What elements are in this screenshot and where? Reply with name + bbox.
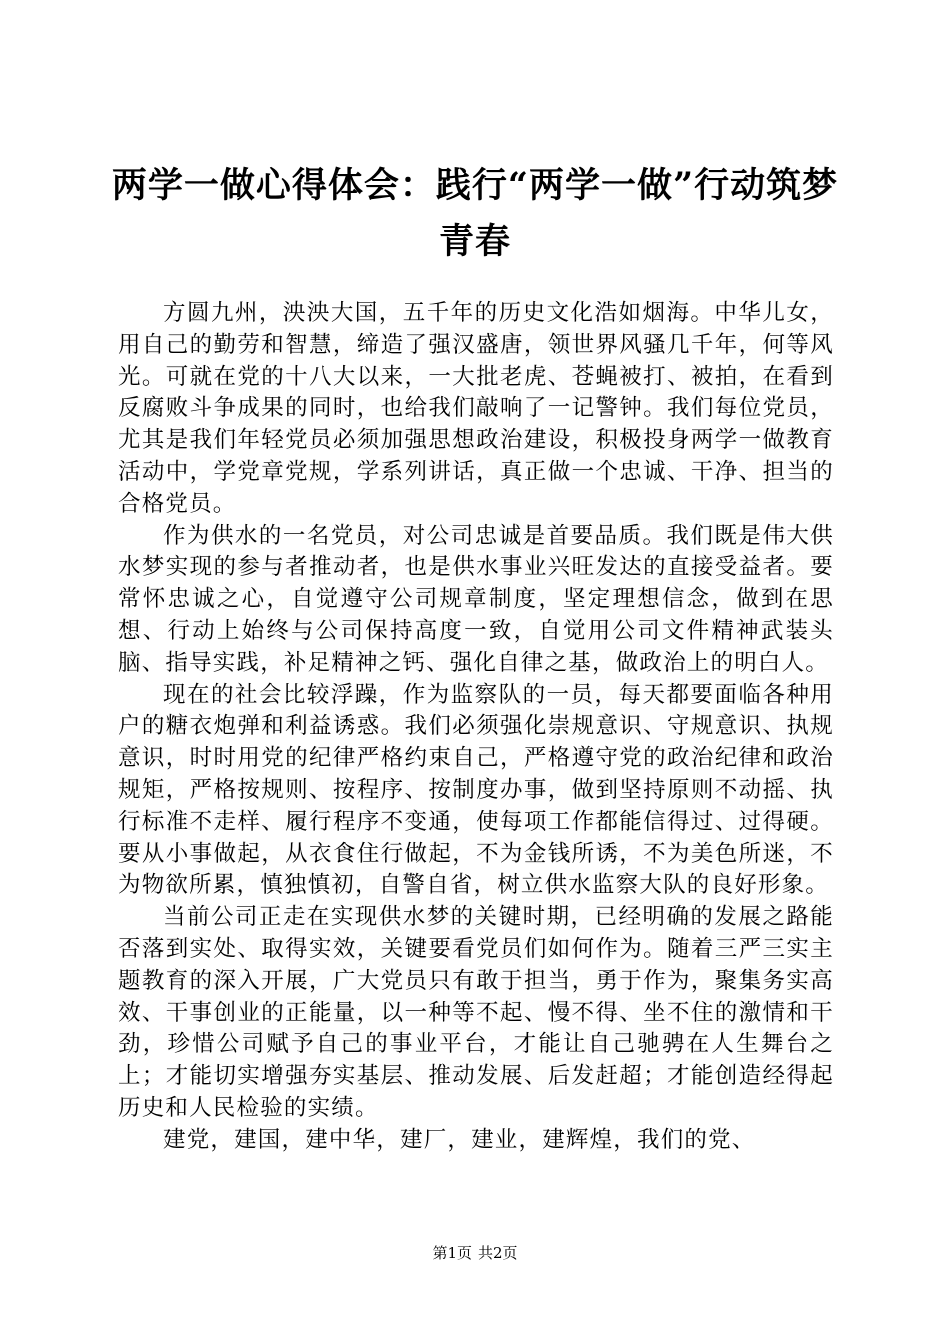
paragraph-4: 当前公司正走在实现供水梦的关键时期，已经明确的发展之路能否落到实处、取得实效，关键要看党员们如何作为。随着三严三实主题教育的深入开展，广大党员只有敢于担当，勇于作为，聚集务实高效、干事创业的正能量，以一种等不起、慢不得、坐不住的激情和干劲，珍惜公司赋予自己的事业平台，才能让自己驰骋在人生舞台之上；才能切实增强夯实基层、推动发展、后发赶超；才能创造经得起历史和人民检验的实绩。 xyxy=(118,904,834,1121)
paragraph-1: 方圆九州，泱泱大国，五千年的历史文化浩如烟海。中华儿女，用自己的勤劳和智慧，缔造了强汉盛唐，领世界风骚几千年，何等风光。可就在党的十八大以来，一大批老虎、苍蝇被打、被拍，在看到反腐败斗争成果的同时，也给我们敲响了一记警钟。我们每位党员，尤其是我们年轻党员必须加强思想政治建设，积极投身两学一做教育活动中，学党章党规，学系列讲话，真正做一个忠诚、干净、担当的合格党员。 xyxy=(118,300,834,517)
page-number: 第1页 xyxy=(432,1244,472,1262)
paragraph-5: 建党，建国，建中华，建厂，建业，建辉煌，我们的党、 xyxy=(163,1126,756,1153)
page-footer xyxy=(0,1243,950,1263)
paragraph-3: 现在的社会比较浮躁，作为监察队的一员，每天都要面临各种用户的糖衣炮弹和利益诱惑。我们必须强化崇规意识、守规意识、执规意识，时时用党的纪律严格约束自己，严格遵守党的政治纪律和政治规矩，严格按规则、按程序、按制度办事，做到坚持原则不动摇、执行标准不走样、履行程序不变通，使每项工作都能信得过、过得硬。要从小事做起，从衣食住行做起，不为金钱所诱，不为美色所迷，不为物欲所累，慎独慎初，自警自省，树立供水监察大队的良好形象。 xyxy=(118,681,834,899)
paragraph-2: 作为供水的一名党员，对公司忠诚是首要品质。我们既是伟大供水梦实现的参与者推动者，也是供水事业兴旺发达的直接受益者。要常怀忠诚之心，自觉遵守公司规章制度，坚定理想信念，做到在思想、行动上始终与公司保持高度一致，自觉用公司文件精神武装头脑、指导实践，补足精神之钙、强化自律之基，做政治上的明白人。 xyxy=(118,522,834,676)
page-total: 共2页 xyxy=(478,1244,518,1262)
document-body xyxy=(118,298,834,1157)
document-title: 两学一做心得体会：践行“两学一做”行动筑梦青春 xyxy=(111,165,839,262)
